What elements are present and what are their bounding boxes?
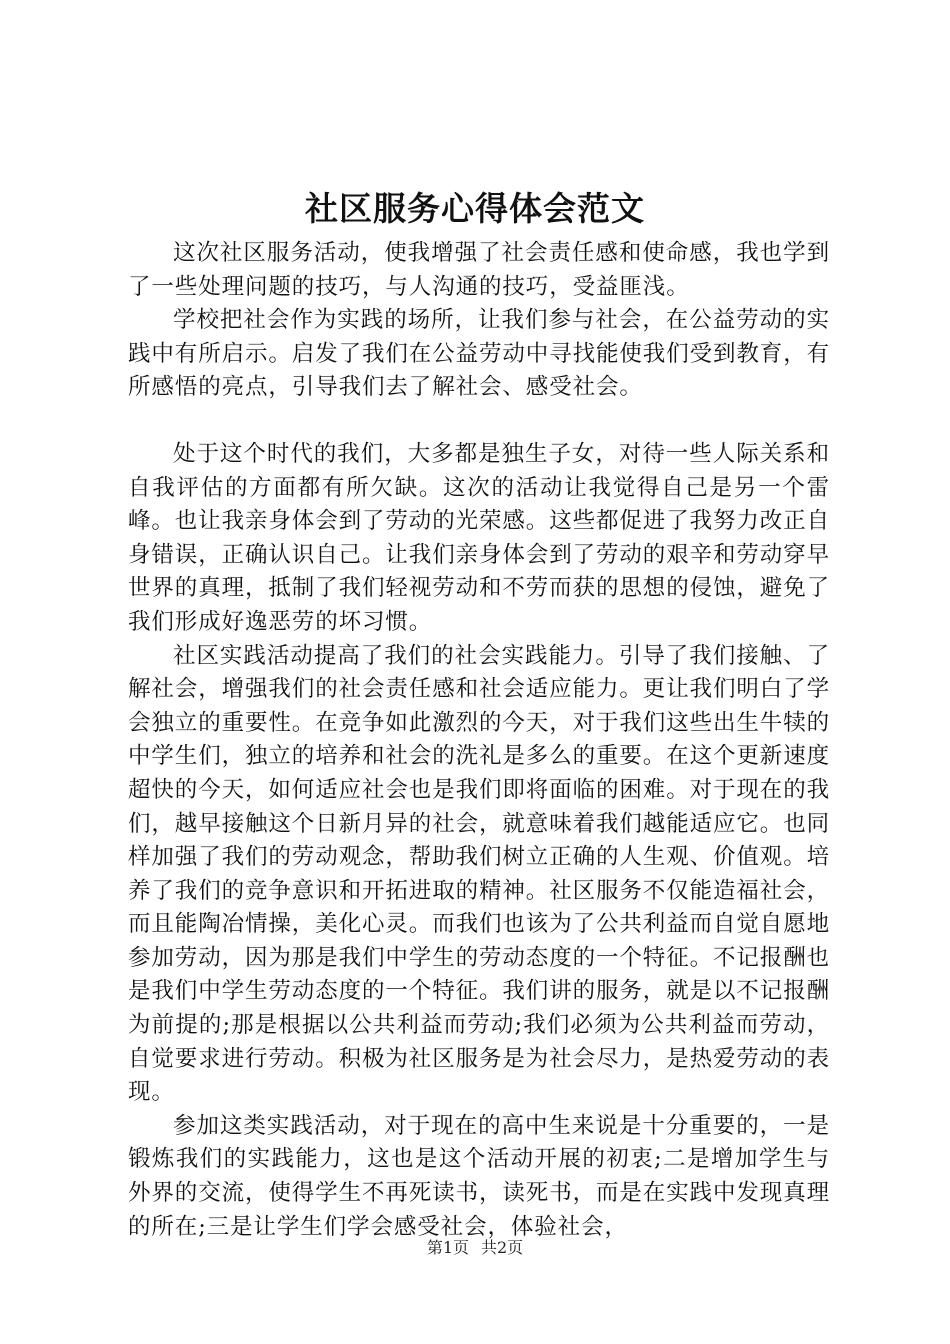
paragraph-2: 学校把社会作为实践的场所，让我们参与社会，在公益劳动的实践中有所启示。启发了我们在公益劳动中寻找能使我们受到教育，有所感悟的亮点，引导我们去了解社会、感受社会。	[128, 307, 831, 401]
page-footer	[0, 1236, 950, 1260]
page-total: 共2页	[481, 1238, 524, 1257]
paragraph-1: 这次社区服务活动，使我增强了社会责任感和使命感，我也学到了一些处理问题的技巧，与人沟通的技巧，受益匪浅。	[128, 240, 830, 300]
page-number: 第1页	[426, 1238, 469, 1257]
document-title: 社区服务心得体会范文	[305, 189, 645, 228]
document-body	[128, 237, 830, 1244]
paragraph-4: 社区实践活动提高了我们的社会实践能力。引导了我们接触、了解社会，增强我们的社会责任感和社会适应能力。更让我们明白了学会独立的重要性。在竞争如此激烈的今天，对于我们这些出生牛犊的中学生们，独立的培养和社会的洗礼是多么的重要。在这个更新速度超快的今天，如何适应社会也是我们即将面临的困难。对于现在的我们，越早接触这个日新月异的社会，就意味着我们越能适应它。也同样加强了我们的劳动观念，帮助我们树立正确的人生观、价值观。培养了我们的竞争意识和开拓进取的精神。社区服务不仅能造福社会，而且能陶冶情操，美化心灵。而我们也该为了公共利益而自觉自愿地参加劳动，因为那是我们中学生的劳动态度的一个特征。不记报酬也是我们中学生劳动态度的一个特征。我们讲的服务，就是以不记报酬为前提的;那是根据以公共利益而劳动;我们必须为公共利益而劳动，自觉要求进行劳动。积极为社区服务是为社会尽力，是热爱劳动的表现。	[128, 642, 831, 1106]
paragraph-5: 参加这类实践活动，对于现在的高中生来说是十分重要的，一是锻炼我们的实践能力，这也是这个活动开展的初衷;二是增加学生与外界的交流，使得学生不再死读书，读死书，而是在实践中发现真理的所在;三是让学生们学会感受社会，体验社会，	[128, 1112, 831, 1240]
paragraph-3: 处于这个时代的我们，大多都是独生子女，对待一些人际关系和自我评估的方面都有所欠缺。这次的活动让我觉得自己是另一个雷峰。也让我亲身体会到了劳动的光荣感。这些都促进了我努力改正自身错误，正确认识自己。让我们亲身体会到了劳动的艰辛和劳动穿早世界的真理，抵制了我们轻视劳动和不劳而获的思想的侵蚀，避免了我们形成好逸恶劳的坏习惯。	[128, 440, 831, 635]
